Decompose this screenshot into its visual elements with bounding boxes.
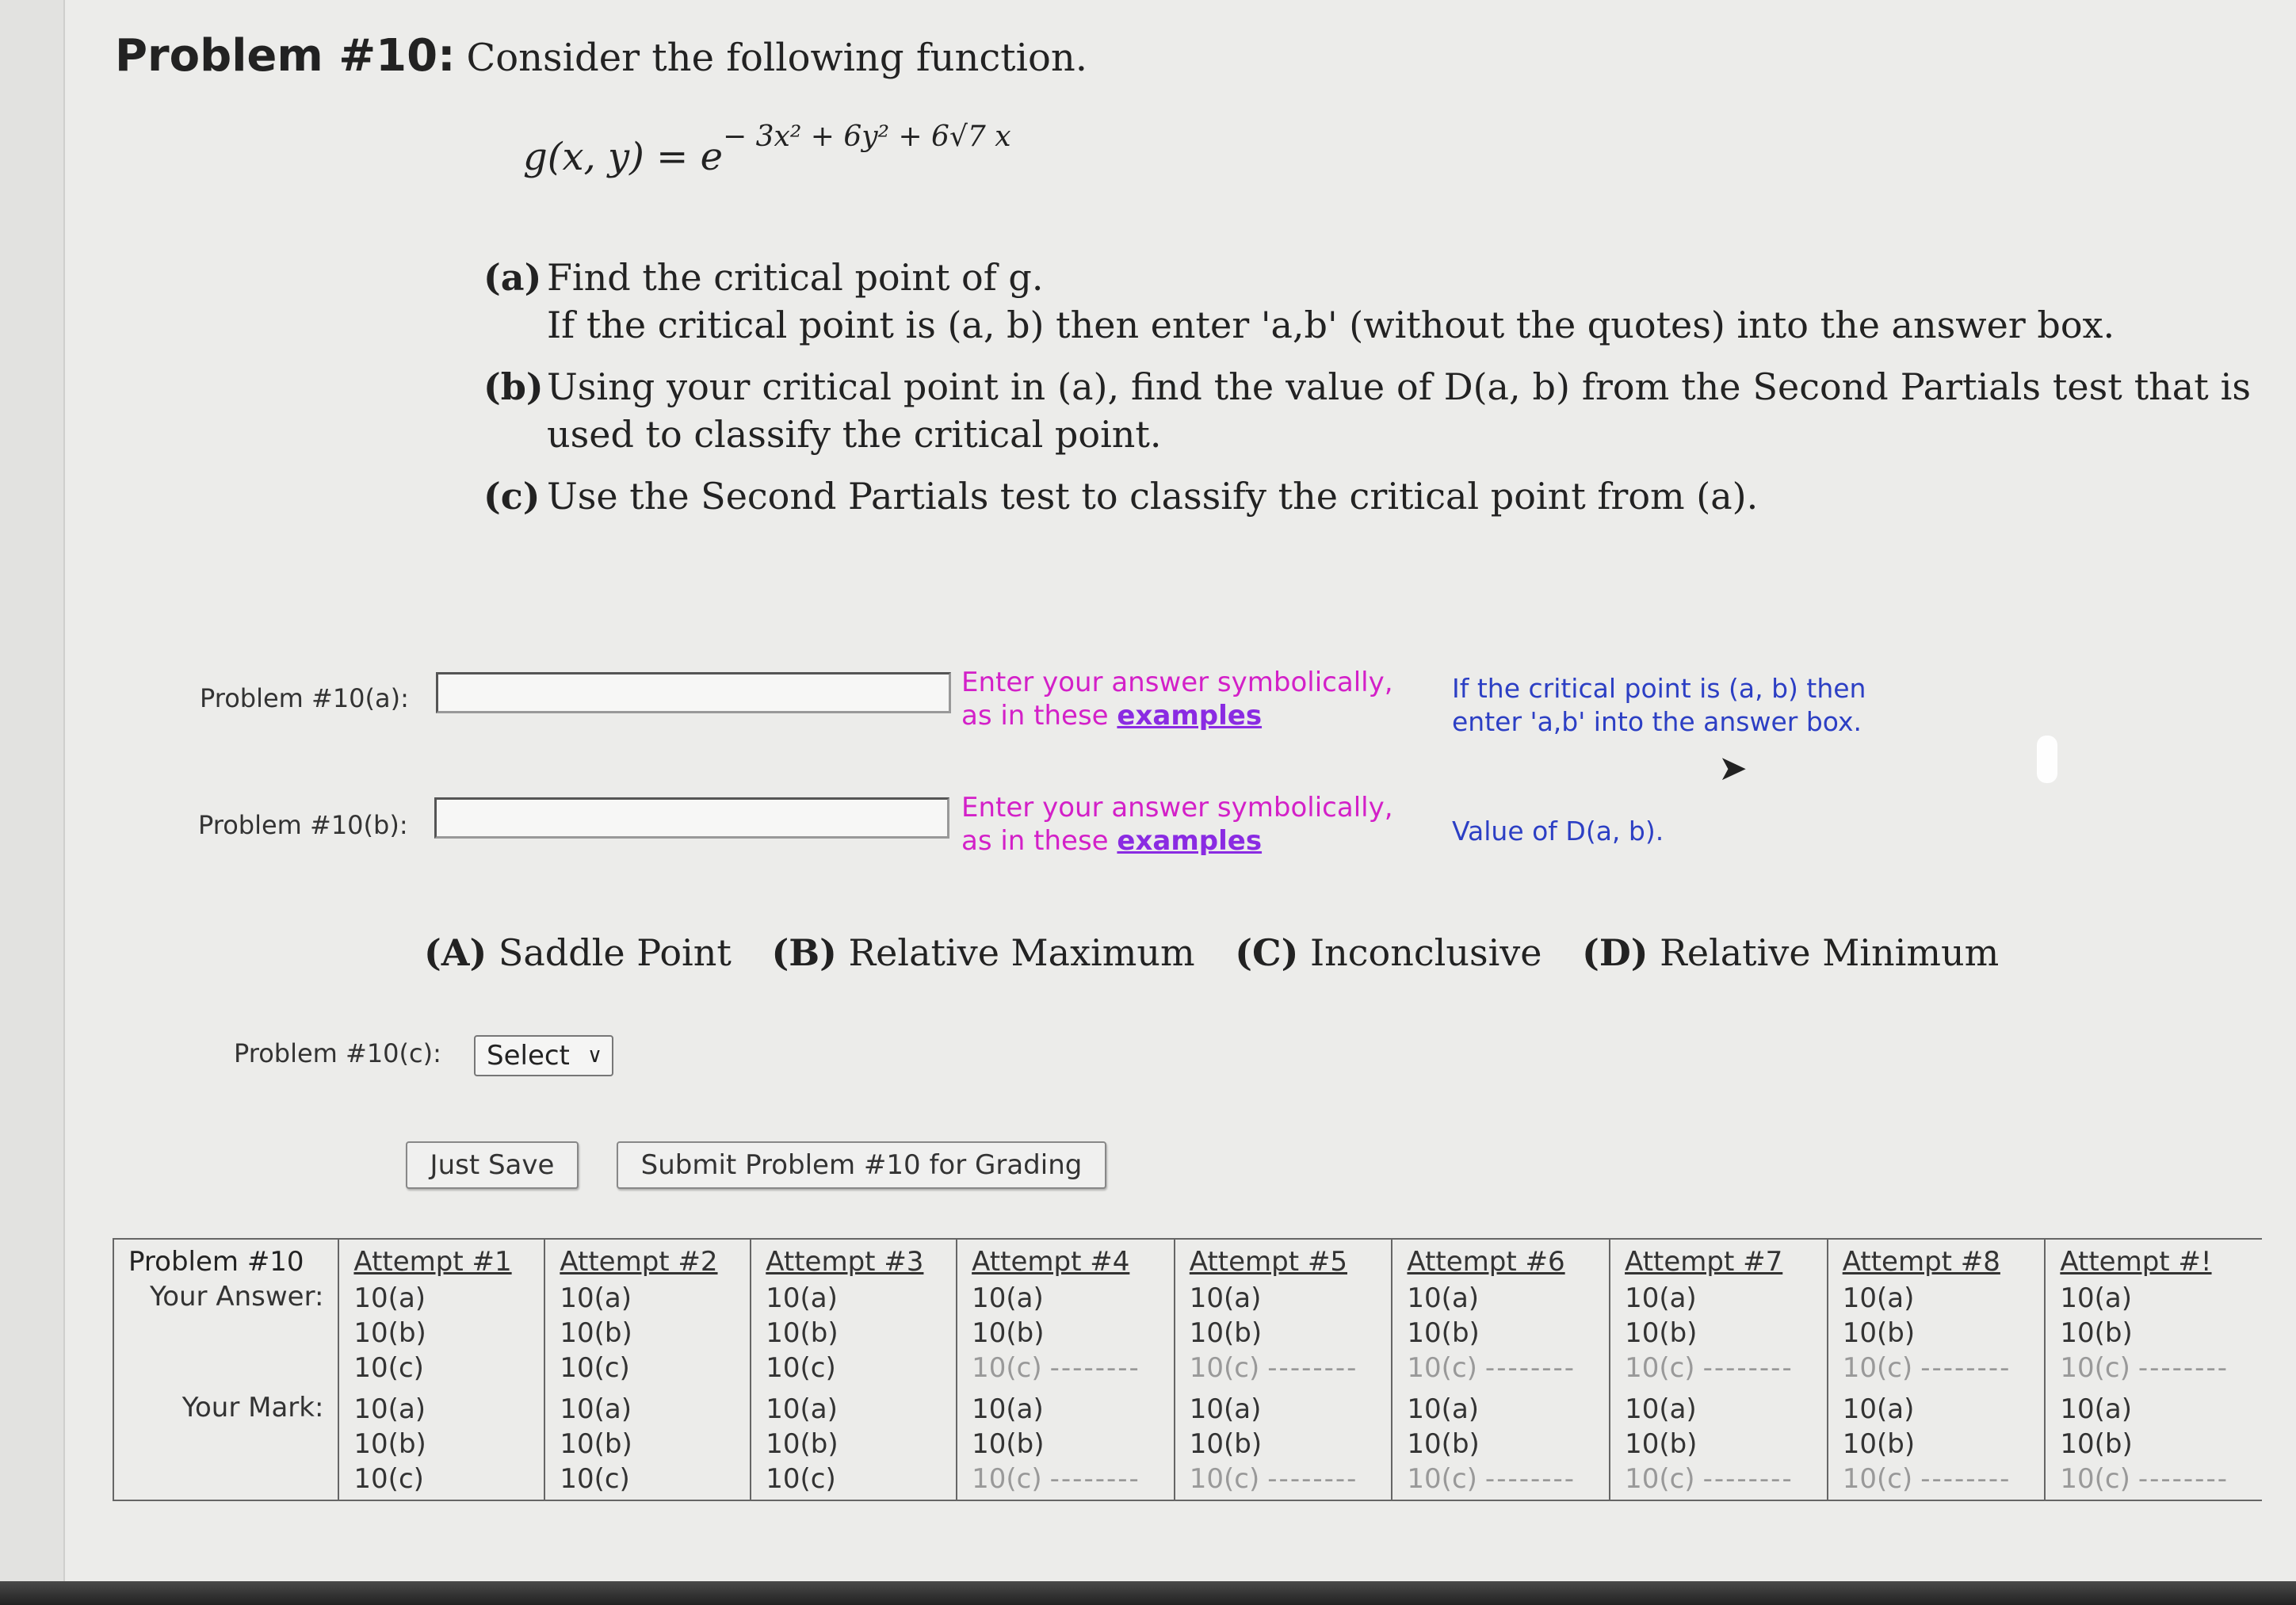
just-save-button[interactable]: Just Save bbox=[406, 1141, 579, 1189]
choice-letter: (C) bbox=[1235, 931, 1299, 974]
part-label: (c) bbox=[483, 475, 541, 518]
answer-cell: 10(a) 10(b) 10(c) -------- bbox=[1392, 1278, 1610, 1389]
hint-prefix: as in these bbox=[961, 700, 1117, 732]
examples-link[interactable]: examples bbox=[1117, 825, 1263, 857]
attempt-header-2[interactable]: Attempt #2 bbox=[544, 1239, 751, 1278]
function-formula bbox=[523, 120, 1011, 179]
question-part-b bbox=[483, 363, 2251, 458]
answer-cell: 10(a) 10(b) 10(c) -------- bbox=[957, 1278, 1175, 1389]
problem-intro: Consider the following function. bbox=[466, 36, 1088, 80]
your-mark-row bbox=[113, 1389, 2262, 1500]
choice-d bbox=[1582, 931, 1999, 974]
choice-letter: (B) bbox=[771, 931, 837, 974]
attempts-header-row bbox=[113, 1239, 2262, 1278]
screen-bottom-bezel bbox=[0, 1581, 2296, 1605]
chevron-down-icon: ∨ bbox=[586, 1044, 602, 1068]
function-lhs: g(x, y) = e bbox=[523, 135, 724, 179]
your-mark-label: Your Mark: bbox=[113, 1389, 338, 1500]
hint-line-1: Enter your answer symbolically, bbox=[961, 792, 1393, 824]
attempt-header-4[interactable]: Attempt #4 bbox=[957, 1239, 1175, 1278]
mark-cell: 10(a) 10(b) 10(c) -------- bbox=[2045, 1389, 2262, 1500]
attempt-header-3[interactable]: Attempt #3 bbox=[751, 1239, 957, 1278]
answer-cell: 10(a) 10(b) 10(c) -------- bbox=[1175, 1278, 1392, 1389]
mouse-cursor-icon: ➤ bbox=[1718, 748, 1748, 789]
choice-text: Relative Minimum bbox=[1648, 931, 2000, 974]
answer-b-side-note: Value of D(a, b). bbox=[1452, 816, 1664, 846]
answer-cell: 10(a) 10(b) 10(c) bbox=[544, 1278, 751, 1389]
hint-line-1: Enter your answer symbolically, bbox=[961, 667, 1393, 698]
classification-select[interactable] bbox=[474, 1035, 613, 1076]
attempt-header-5[interactable]: Attempt #5 bbox=[1175, 1239, 1392, 1278]
answer-cell: 10(a) 10(b) 10(c) -------- bbox=[1828, 1278, 2046, 1389]
mark-cell: 10(a) 10(b) 10(c) bbox=[751, 1389, 957, 1500]
hint-prefix: as in these bbox=[961, 825, 1117, 857]
side-note-line-1: If the critical point is (a, b) then bbox=[1452, 673, 1866, 704]
choice-b bbox=[771, 931, 1194, 974]
part-text: Find the critical point of g. bbox=[547, 256, 1044, 299]
mark-cell: 10(a) 10(b) 10(c) -------- bbox=[1392, 1389, 1610, 1500]
answer-cell: 10(a) 10(b) 10(c) -------- bbox=[1610, 1278, 1828, 1389]
answer-b-hint bbox=[961, 791, 1393, 858]
choice-c bbox=[1235, 931, 1541, 974]
screen-glare bbox=[2037, 736, 2057, 783]
attempt-header-6[interactable]: Attempt #6 bbox=[1392, 1239, 1610, 1278]
choice-text: Inconclusive bbox=[1298, 931, 1542, 974]
attempt-header-8[interactable]: Attempt #8 bbox=[1828, 1239, 2046, 1278]
question-parts bbox=[483, 254, 2251, 534]
submit-button[interactable]: Submit Problem #10 for Grading bbox=[617, 1141, 1106, 1189]
mark-cell: 10(a) 10(b) 10(c) -------- bbox=[1175, 1389, 1392, 1500]
part-label: (b) bbox=[483, 365, 544, 408]
your-answer-label: Your Answer: bbox=[113, 1278, 338, 1389]
problem-title bbox=[115, 30, 1087, 82]
part-text: Use the Second Partials test to classify the critical point from (a). bbox=[547, 475, 1759, 518]
answer-b-label: Problem #10(b): bbox=[198, 810, 408, 840]
mark-cell: 10(a) 10(b) 10(c) bbox=[544, 1389, 751, 1500]
select-value: Select bbox=[487, 1040, 570, 1072]
choice-letter: (A) bbox=[424, 931, 487, 974]
part-text-2: If the critical point is (a, b) then enter 'a,b' (without the quotes) into the answer box. bbox=[547, 304, 2115, 346]
question-part-c bbox=[483, 472, 2251, 520]
answer-cell: 10(a) 10(b) 10(c) -------- bbox=[2045, 1278, 2262, 1389]
problem-number: Problem #10: bbox=[115, 30, 456, 82]
answer-cell: 10(a) 10(b) 10(c) bbox=[338, 1278, 544, 1389]
mark-cell: 10(a) 10(b) 10(c) -------- bbox=[1828, 1389, 2046, 1500]
mark-cell: 10(a) 10(b) 10(c) -------- bbox=[957, 1389, 1175, 1500]
classification-choices bbox=[424, 931, 2027, 974]
mark-cell: 10(a) 10(b) 10(c) bbox=[338, 1389, 544, 1500]
choice-letter: (D) bbox=[1582, 931, 1648, 974]
question-part-a bbox=[483, 254, 2251, 349]
attempts-table-title: Problem #10 bbox=[113, 1239, 338, 1278]
choice-a bbox=[424, 931, 732, 974]
examples-link[interactable]: examples bbox=[1117, 700, 1263, 732]
your-answer-row bbox=[113, 1278, 2262, 1389]
answer-c-label: Problem #10(c): bbox=[234, 1038, 441, 1068]
answer-a-side-note bbox=[1452, 672, 1866, 739]
answer-a-input[interactable] bbox=[436, 672, 951, 713]
answer-a-hint bbox=[961, 666, 1393, 732]
answer-cell: 10(a) 10(b) 10(c) bbox=[751, 1278, 957, 1389]
hint-line-2 bbox=[961, 699, 1393, 732]
attempt-header-1[interactable]: Attempt #1 bbox=[338, 1239, 544, 1278]
attempt-header-9[interactable]: Attempt #! bbox=[2045, 1239, 2262, 1278]
function-exponent: − 3x² + 6y² + 6√7 x bbox=[723, 120, 1011, 153]
mark-cell: 10(a) 10(b) 10(c) -------- bbox=[1610, 1389, 1828, 1500]
answer-b-input[interactable] bbox=[434, 797, 949, 839]
attempts-table bbox=[113, 1238, 2262, 1501]
answer-a-label: Problem #10(a): bbox=[200, 683, 409, 713]
part-label: (a) bbox=[483, 256, 542, 299]
hint-line-2 bbox=[961, 824, 1393, 858]
choice-text: Relative Maximum bbox=[836, 931, 1195, 974]
side-note-line-2: enter 'a,b' into the answer box. bbox=[1452, 706, 1862, 737]
choice-text: Saddle Point bbox=[487, 931, 732, 974]
part-text: Using your critical point in (a), find the value of D(a, b) from the Second Partials test that is used to classify the critical point. bbox=[547, 365, 2251, 456]
attempt-header-7[interactable]: Attempt #7 bbox=[1610, 1239, 1828, 1278]
